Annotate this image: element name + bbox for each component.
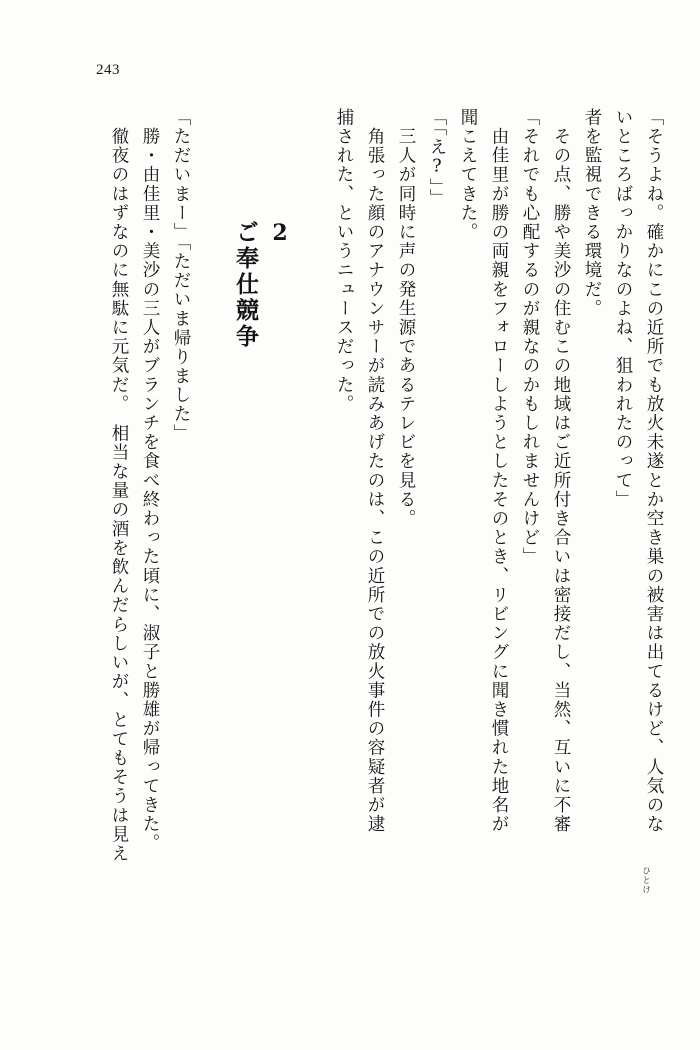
text-column: 聞こえてきた。: [458, 108, 478, 242]
chapter-title: ご奉仕競争: [232, 220, 259, 350]
text-column: その点、勝や美沙の住むこの地域はご近所付き合いは密接だし、当然、互いに不審: [551, 108, 571, 834]
text-column: 者を監視できる環境だ。: [582, 108, 602, 319]
text-column: 「それでも心配するのが親なのかもしれませんけど」: [520, 108, 540, 567]
vertical-text-block: [62, 108, 662, 988]
text-column: 勝・由佳里・美沙の三人がブランチを食べ終わった頃に、淑子と勝雄が帰ってきた。: [140, 108, 160, 853]
text-column: いところばっかりなのよね、狙われたのって」: [613, 108, 633, 510]
page-number: 243: [96, 62, 120, 78]
text-column: 角張った顔のアナウンサーが読みあげたのは、この近所での放火事件の容疑者が逮: [365, 108, 385, 834]
text-column: 徹夜のはずなのに無駄に元気だ。 相当な量の酒を飲んだらしいが、とてもそうは見え: [109, 108, 129, 864]
chapter-number: 2: [267, 220, 293, 248]
ruby-annotation-hitoke: ひとけ: [640, 866, 651, 895]
text-column: 由佳里が勝の両親をフォローしようとしたそのとき、リビングに聞き慣れた地名が: [489, 108, 509, 834]
column-gap: [189, 108, 219, 988]
text-column: 「「え?」」: [427, 108, 447, 208]
column-gap: [291, 108, 321, 988]
text-column: 三人が同時に声の発生源であるテレビを見る。: [396, 108, 416, 529]
text-column: 「そうよね。確かにこの近所でも放火未遂とか空き巣の被害は出てるけど、人気のな: [644, 108, 664, 834]
text-column: 「ただいまー」「ただいま帰りました」: [171, 108, 191, 444]
text-column: 捕された、というニュースだった。: [334, 108, 354, 414]
